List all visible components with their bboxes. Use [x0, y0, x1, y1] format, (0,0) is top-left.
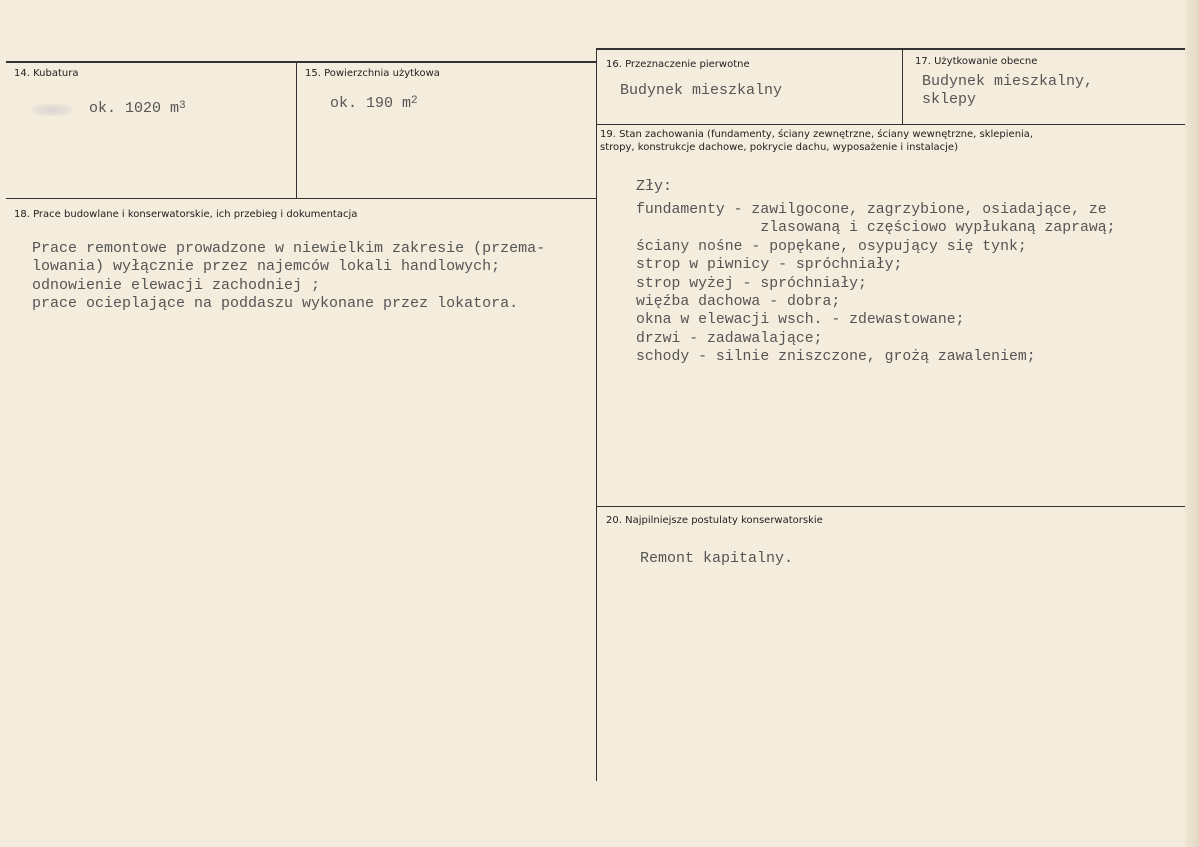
field-19-line: fundamenty - zawilgocone, zagrzybione, osiadające, ze [636, 202, 1107, 218]
field-19-label-line: 19. Stan zachowania (fundamenty, ściany zewnętrzne, ściany wewnętrzne, sklepienia, [600, 129, 1034, 140]
field-17-line: Budynek mieszkalny, [922, 73, 1094, 90]
divider-14-15 [296, 62, 297, 199]
rule-above-19 [596, 124, 1185, 125]
field-17-label: 17. Użytkowanie obecne [915, 56, 1038, 67]
field-16-label: 16. Przeznaczenie pierwotne [606, 59, 750, 70]
field-17-value [922, 73, 1093, 110]
field-19-line: zlasowaną i częściowo wypłukaną zaprawą; [636, 220, 1116, 237]
paper-edge [1185, 0, 1199, 847]
field-18-line: prace ocieplające na poddaszu wykonane przez lokatora. [32, 295, 519, 313]
field-19-heading: Zły: [636, 178, 673, 195]
field-14-value-text: ok. 1020 m [89, 100, 180, 117]
rule-above-20 [596, 506, 1185, 507]
field-14-unit-exponent: 3 [179, 100, 186, 112]
field-19-line: strop wyżej - spróchniały; [636, 275, 867, 292]
field-15-value-text: ok. 190 m [330, 95, 412, 112]
field-17-line: sklepy [922, 91, 977, 109]
field-19-label-line: stropy, konstrukcje dachowe, pokrycie dachu, wyposażenie i instalacje) [600, 142, 958, 153]
field-18-line: lowania) wyłącznie przez najemców lokali handlowych; [32, 258, 501, 276]
field-18-text [32, 240, 545, 314]
field-19-text [636, 201, 1116, 367]
field-18-line: Prace remontowe prowadzone w niewielkim zakresie (przema- [32, 240, 546, 257]
divider-16-17 [902, 49, 903, 124]
field-15-label: 15. Powierzchnia użytkowa [305, 68, 440, 79]
field-19-line: schody - silnie zniszczone, grożą zawaleniem; [636, 349, 1036, 366]
field-19-line: więźba dachowa - dobra; [636, 294, 841, 311]
ink-smudge [32, 104, 72, 116]
top-rule [6, 61, 596, 63]
top-rule-right [596, 48, 1185, 50]
rule-above-18 [6, 198, 597, 199]
field-19-line: strop w piwnicy - spróchniały; [636, 257, 903, 274]
field-19-line: okna w elewacji wsch. - zdewastowane; [636, 312, 965, 329]
field-18-label: 18. Prace budowlane i konserwatorskie, ich przebieg i dokumentacja [14, 209, 358, 220]
field-15-value [330, 95, 418, 113]
field-19-line: ściany nośne - popękane, osypujący się tynk; [636, 238, 1027, 255]
field-20-label: 20. Najpilniejsze postulaty konserwatorskie [606, 515, 823, 526]
field-14-value [89, 100, 186, 118]
field-19-line: drzwi - zadawalające; [636, 330, 823, 347]
field-16-value: Budynek mieszkalny [620, 82, 783, 99]
field-20-value: Remont kapitalny. [640, 550, 794, 567]
field-14-label: 14. Kubatura [14, 68, 79, 79]
main-vertical-divider [596, 48, 597, 781]
field-15-unit-exponent: 2 [411, 95, 418, 107]
field-18-line: odnowienie elewacji zachodniej ; [32, 276, 321, 294]
field-19-label [600, 128, 1033, 154]
